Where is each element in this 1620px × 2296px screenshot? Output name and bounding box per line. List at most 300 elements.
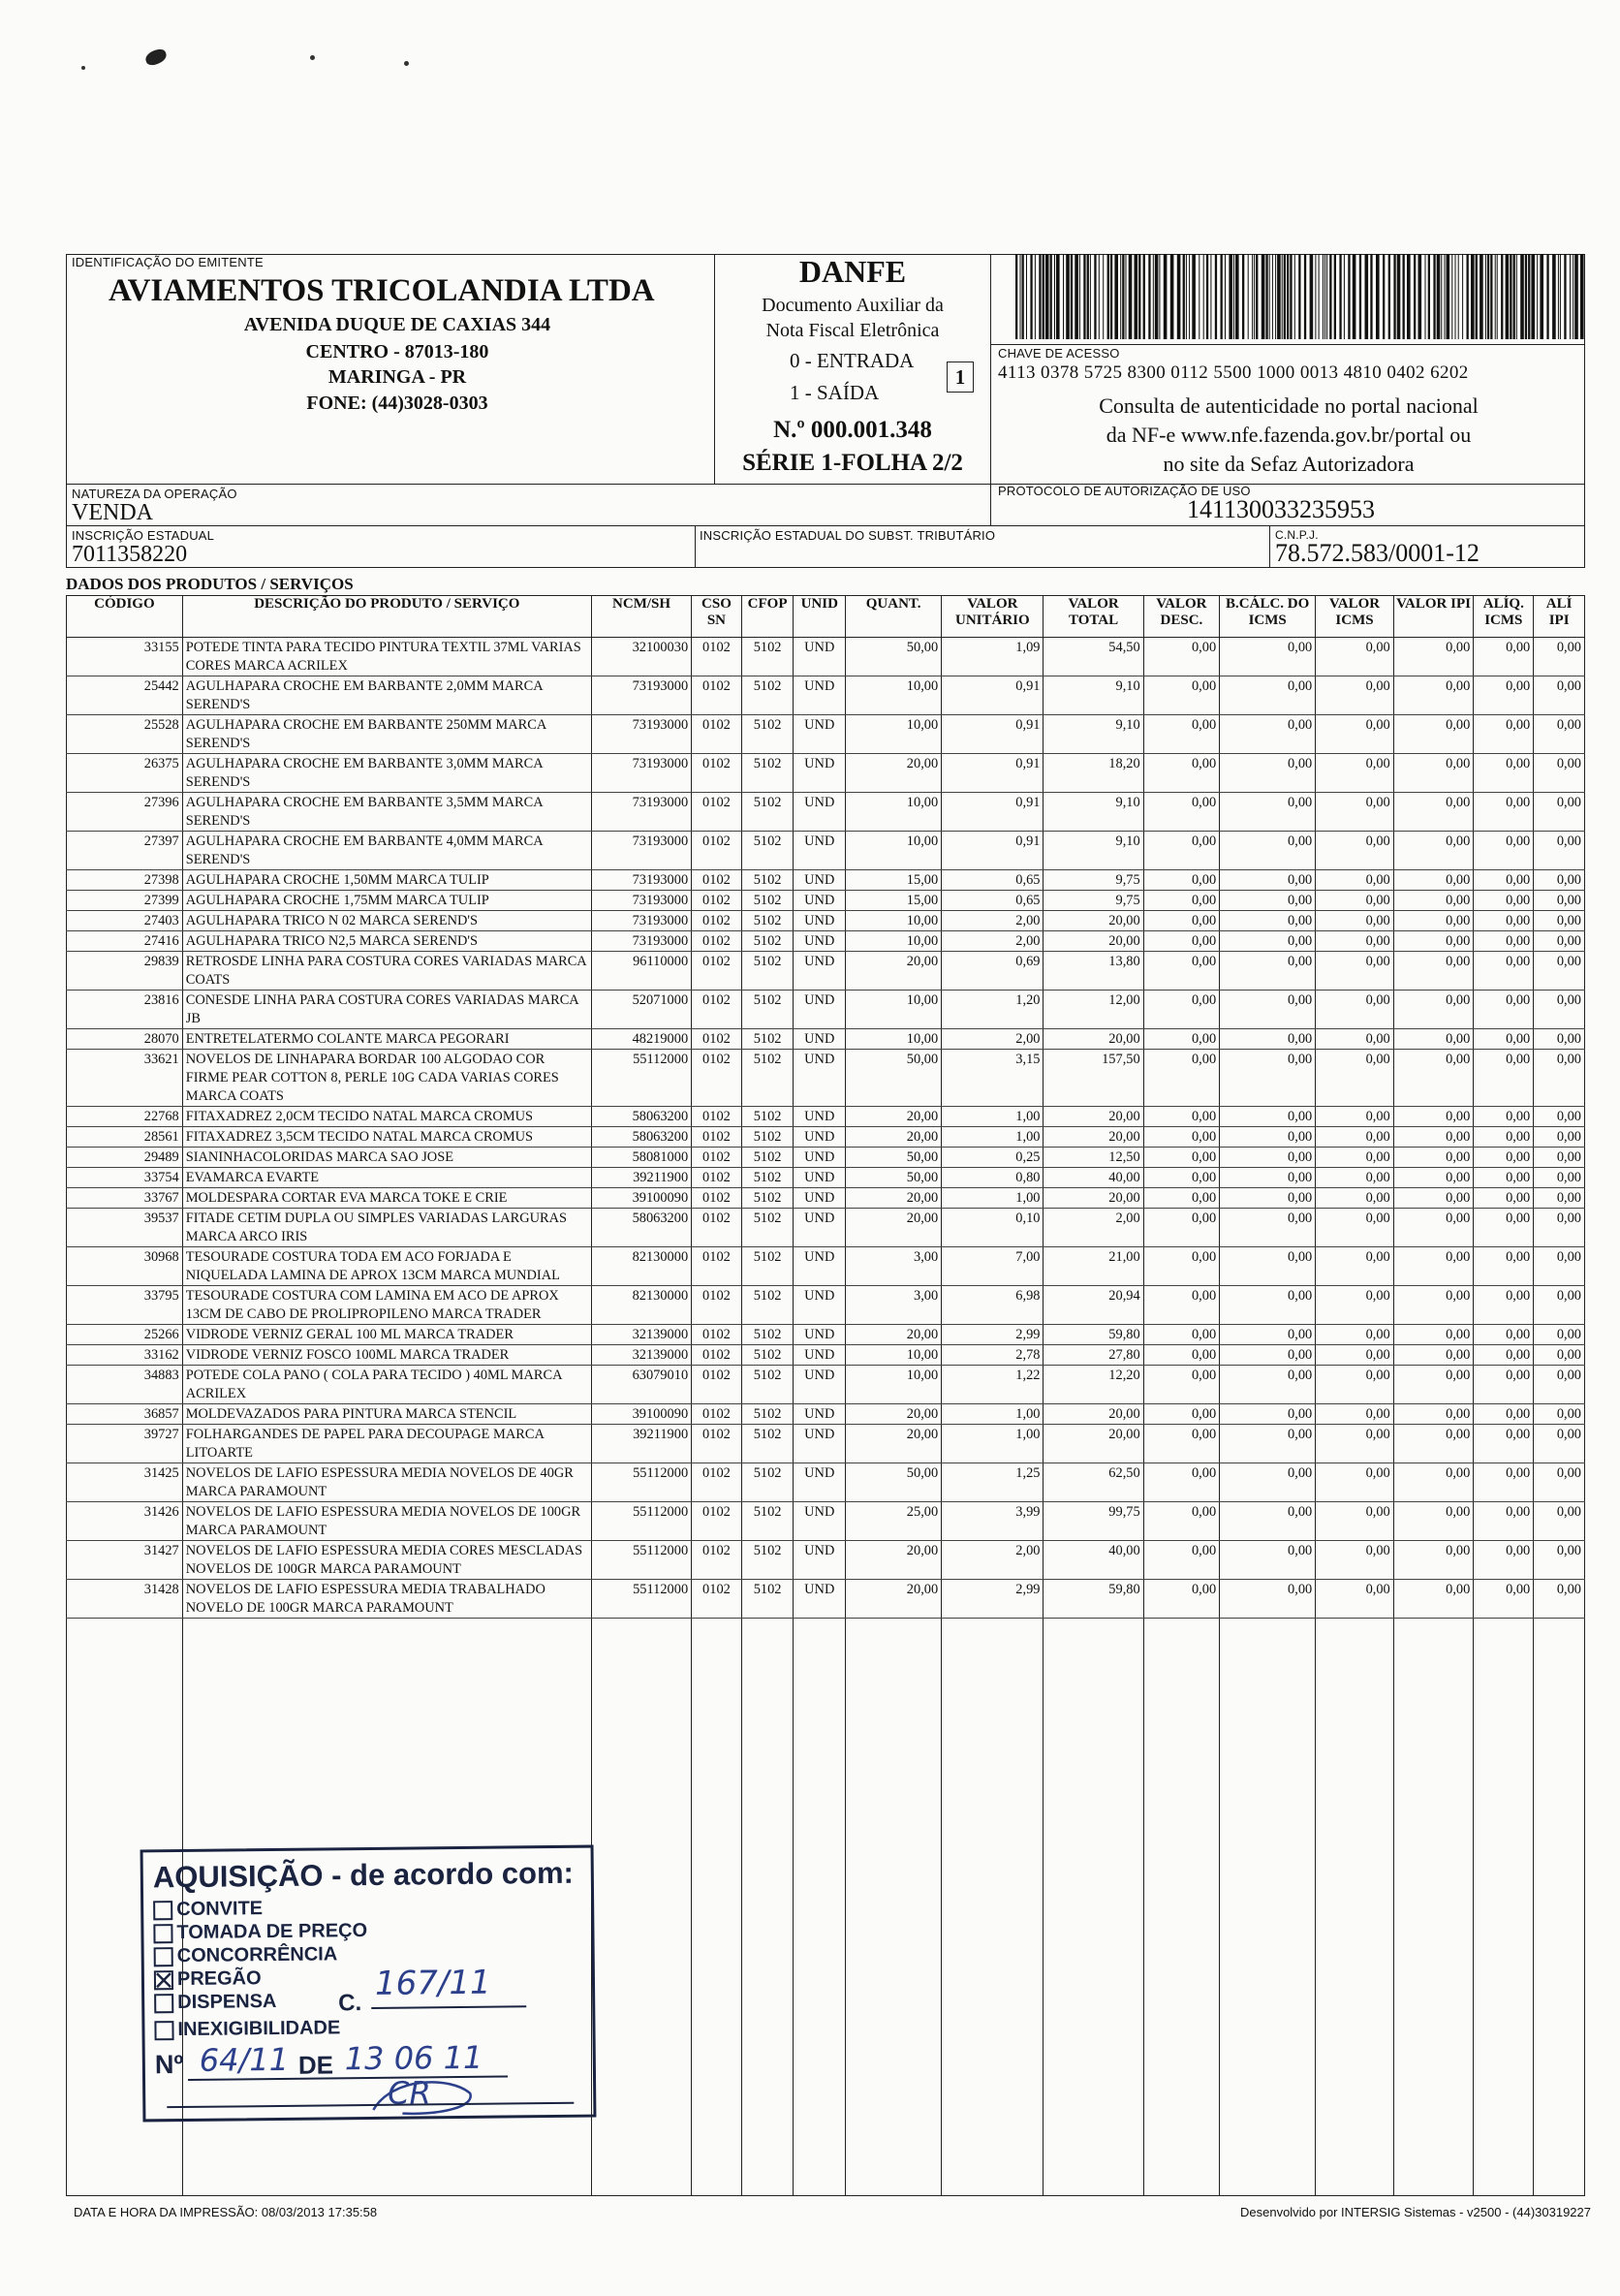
barcode-bar [1262,254,1265,339]
table-cell: 0102 [692,931,742,952]
barcode-bar [1015,254,1017,339]
barcode-bar [1256,254,1258,339]
barcode-bar [1315,254,1316,339]
barcode-bar [1206,254,1208,339]
table-cell: 0,00 [1534,754,1585,793]
table-cell: VIDRODE VERNIZ FOSCO 100ML MARCA TRADER [182,1345,591,1366]
divider [1269,525,1270,568]
barcode-bar [1164,254,1168,339]
table-row [67,1107,1585,1127]
table-cell: 0,00 [1143,1345,1219,1366]
table-cell: 12,20 [1044,1366,1143,1404]
table-cell: UND [794,1209,846,1247]
table-cell: 33162 [67,1345,183,1366]
table-cell: 0,00 [1534,911,1585,931]
table-cell: 0,00 [1474,870,1534,891]
table-cell: 30968 [67,1247,183,1286]
table-cell: 1,20 [942,991,1044,1029]
table-cell: 20,00 [846,1541,942,1580]
empty-cell [1474,1619,1534,2196]
barcode-bar [1242,254,1244,339]
barcode-bar [1284,254,1286,339]
table-cell: 99,75 [1044,1502,1143,1541]
table-row [67,832,1585,870]
cnpj-label: C.N.P.J. [1275,528,1319,542]
table-cell: 0,00 [1534,1325,1585,1345]
table-cell: 27399 [67,891,183,911]
table-cell: AGULHAPARA TRICO N2,5 MARCA SEREND'S [182,931,591,952]
table-cell: 5102 [741,832,794,870]
table-cell: 0,00 [1393,1463,1474,1502]
table-cell: 0,65 [942,870,1044,891]
table-cell: UND [794,952,846,991]
table-cell: 0,00 [1534,870,1585,891]
table-cell: 0,00 [1220,1127,1316,1148]
barcode-bar [1339,254,1341,339]
table-cell: 0102 [692,793,742,832]
barcode-bar [1275,254,1276,339]
barcode-bar [1203,254,1204,339]
barcode-bar [1045,254,1049,339]
table-cell: 5102 [741,1247,794,1286]
table-row [67,952,1585,991]
barcode-bar [1114,254,1118,339]
barcode-bar [1233,254,1234,339]
table-row [67,1209,1585,1247]
barcode-bar [1497,254,1498,339]
table-cell: UND [794,1502,846,1541]
column-header: CÓDIGO [67,596,183,638]
table-cell: 0,00 [1220,991,1316,1029]
table-cell: 20,00 [846,1188,942,1209]
barcode-bar [1079,254,1080,339]
table-cell: 0,00 [1143,1188,1219,1209]
stamp-option-tomada: TOMADA DE PREÇO [153,1920,367,1944]
column-header: CSO SN [692,596,742,638]
table-cell: 0,00 [1534,1127,1585,1148]
table-cell: 0,00 [1316,638,1394,676]
emitente-label: IDENTIFICAÇÃO DO EMITENTE [72,255,264,269]
table-cell: 27397 [67,832,183,870]
table-cell: 0,91 [942,793,1044,832]
table-cell: 50,00 [846,1168,942,1188]
table-cell: 0,00 [1143,991,1219,1029]
barcode-bar [1192,254,1196,339]
table-cell: 20,00 [846,1127,942,1148]
table-cell: 0,00 [1393,1029,1474,1050]
table-cell: UND [794,1188,846,1209]
table-cell: 31428 [67,1580,183,1619]
table-cell: 5102 [741,1345,794,1366]
stamp-c-label: C. [338,1990,362,2017]
table-cell: 0,00 [1474,1325,1534,1345]
table-cell: 0,00 [1534,638,1585,676]
table-cell: 0102 [692,1325,742,1345]
table-cell: AGULHAPARA CROCHE EM BARBANTE 2,0MM MARCA SEREND'S [182,676,591,715]
barcode-bar [1531,254,1535,339]
table-cell: NOVELOS DE LAFIO ESPESSURA MEDIA NOVELOS DE 100GR MARCA PARAMOUNT [182,1502,591,1541]
table-cell: 73193000 [591,715,691,754]
table-cell: 0,65 [942,891,1044,911]
table-cell: UND [794,1366,846,1404]
table-cell: MOLDESPARA CORTAR EVA MARCA TOKE E CRIE [182,1188,591,1209]
table-cell: 5102 [741,1425,794,1463]
table-cell: 25266 [67,1325,183,1345]
table-cell: 0102 [692,1188,742,1209]
column-header: DESCRIÇÃO DO PRODUTO / SERVIÇO [182,596,591,638]
table-row [67,1247,1585,1286]
empty-cell [1220,1619,1316,2196]
table-cell: 20,00 [846,754,942,793]
column-header: ALÍ IPI [1534,596,1585,638]
table-cell: 0102 [692,1209,742,1247]
table-cell: 0,00 [1143,1404,1219,1425]
barcode-bar [1282,254,1283,339]
barcode-bar [1071,254,1073,339]
barcode-bar [1107,254,1109,339]
table-row [67,1425,1585,1463]
barcode-bar [1441,254,1442,339]
barcode-bar [1099,254,1100,339]
table-cell: 0,00 [1220,1366,1316,1404]
table-cell: 39100090 [591,1188,691,1209]
table-cell: 0,00 [1143,1107,1219,1127]
table-cell: 33795 [67,1286,183,1325]
column-header: VALOR UNITÁRIO [942,596,1044,638]
table-cell: 55112000 [591,1050,691,1107]
table-cell: 1,00 [942,1107,1044,1127]
divider [990,254,991,484]
table-cell: 15,00 [846,870,942,891]
barcode-bar [1298,254,1300,339]
table-cell: 5102 [741,638,794,676]
table-header-row [67,596,1585,638]
barcode-bar [1022,254,1024,339]
table-cell: 0102 [692,1541,742,1580]
column-header: QUANT. [846,596,942,638]
table-cell: 5102 [741,1286,794,1325]
table-cell: 5102 [741,1148,794,1168]
table-cell: UND [794,931,846,952]
table-cell: 0,00 [1316,952,1394,991]
table-cell: 0,00 [1534,793,1585,832]
barcode-bar [1122,254,1124,339]
table-cell: 9,10 [1044,715,1143,754]
table-cell: 0,00 [1534,952,1585,991]
table-cell: 0,00 [1474,1345,1534,1366]
table-cell: 27403 [67,911,183,931]
table-cell: 0,00 [1534,1580,1585,1619]
checkbox-icon [154,2021,173,2040]
table-cell: 0,00 [1474,1286,1534,1325]
table-cell: 0,00 [1534,832,1585,870]
footer-print-date: DATA E HORA DA IMPRESSÃO: 08/03/2013 17:35:58 [74,2205,378,2219]
barcode-bar [1324,254,1325,339]
divider [990,484,991,525]
table-cell: 1,00 [942,1404,1044,1425]
barcode-bar [1319,254,1320,339]
table-cell: 32100030 [591,638,691,676]
signature-loop-icon [363,2074,480,2118]
table-cell: 0,00 [1474,931,1534,952]
barcode-bar [1135,254,1138,339]
table-cell: 0102 [692,1345,742,1366]
table-cell: 0,00 [1220,870,1316,891]
table-row [67,754,1585,793]
table-row [67,931,1585,952]
table-cell: 9,10 [1044,793,1143,832]
table-cell: 20,00 [846,1580,942,1619]
table-cell: 73193000 [591,931,691,952]
barcode-bar [1447,254,1450,339]
table-cell: 0,00 [1393,1127,1474,1148]
table-cell: 0102 [692,832,742,870]
table-cell: 82130000 [591,1286,691,1325]
table-cell: 5102 [741,952,794,991]
table-cell: 0,00 [1474,1107,1534,1127]
table-cell: 0,00 [1393,1168,1474,1188]
stamp-title: AQUISIÇÃO - de acordo com: [152,1855,575,1895]
chave-value: 4113 0378 5725 8300 0112 5500 1000 0013 4810 0402 6202 [998,362,1469,383]
table-cell: 0,00 [1220,1580,1316,1619]
table-cell: 0,00 [1474,832,1534,870]
barcode-bar [1451,254,1452,339]
barcode-bar [1090,254,1091,339]
table-cell: 0,00 [1393,1050,1474,1107]
table-cell: 1,22 [942,1366,1044,1404]
table-cell: 0,00 [1316,1404,1394,1425]
table-cell: UND [794,1127,846,1148]
table-cell: 25528 [67,715,183,754]
table-cell: 0,00 [1316,1247,1394,1286]
barcode-bar [1138,254,1140,339]
checkbox-icon [153,1924,172,1943]
table-cell: 0,00 [1316,1127,1394,1148]
barcode-bar [1558,254,1559,339]
table-cell: 5102 [741,676,794,715]
barcode-bar [1287,254,1289,339]
table-cell: 20,00 [1044,1425,1143,1463]
table-cell: 50,00 [846,1463,942,1502]
table-cell: 0,00 [1393,638,1474,676]
table-cell: AGULHAPARA CROCHE EM BARBANTE 3,0MM MARCA SEREND'S [182,754,591,793]
empty-cell [692,1619,742,2196]
chave-label: CHAVE DE ACESSO [998,346,1120,361]
table-cell: 40,00 [1044,1541,1143,1580]
table-cell: 0,00 [1316,793,1394,832]
stamp-option-concorrencia: CONCORRÊNCIA [154,1943,338,1967]
table-cell: 0,00 [1474,1541,1534,1580]
table-cell: 58063200 [591,1209,691,1247]
table-cell: 0,00 [1393,1247,1474,1286]
table-cell: TESOURADE COSTURA TODA EM ACO FORJADA E NIQUELADA LAMINA DE APROX 13CM MARCA MUNDIAL [182,1247,591,1286]
table-cell: 0102 [692,1425,742,1463]
table-cell: 0,00 [1393,891,1474,911]
emitente-city: MARINGA - PR [327,366,467,388]
table-cell: 0,00 [1474,793,1534,832]
table-cell: 0,00 [1534,1541,1585,1580]
table-cell: 0,00 [1474,1580,1534,1619]
table-cell: 5102 [741,1541,794,1580]
table-cell: 1,25 [942,1463,1044,1502]
barcode-bar [1148,254,1150,339]
table-cell: 0,00 [1143,715,1219,754]
table-cell: 0,00 [1393,1502,1474,1541]
table-cell: UND [794,1463,846,1502]
table-cell: 5102 [741,1463,794,1502]
barcode-bar [1388,254,1390,339]
table-cell: 0,00 [1143,1247,1219,1286]
table-row [67,870,1585,891]
table-cell: 0,00 [1474,1148,1534,1168]
empty-cell [741,1619,794,2196]
divider [990,344,1585,345]
table-cell: 0,00 [1316,991,1394,1029]
table-cell: UND [794,1029,846,1050]
table-cell: 0,00 [1220,952,1316,991]
table-cell: 52071000 [591,991,691,1029]
scan-speck [310,55,315,60]
table-cell: 0,00 [1143,832,1219,870]
barcode-bar [1143,254,1145,339]
barcode-bar [1277,254,1281,339]
table-cell: 0,91 [942,676,1044,715]
barcode-bar [1513,254,1515,339]
table-cell: 0,00 [1220,754,1316,793]
table-cell: 0,00 [1220,638,1316,676]
table-cell: UND [794,1580,846,1619]
table-cell: 2,00 [1044,1209,1143,1247]
saida-label: 1 - SAÍDA [790,381,880,404]
barcode-bar [1326,254,1327,339]
table-cell: 0,00 [1143,793,1219,832]
table-cell: 0,00 [1534,1050,1585,1107]
table-cell: 0,00 [1534,1148,1585,1168]
table-cell: 0,00 [1316,1107,1394,1127]
table-cell: 0,00 [1143,1127,1219,1148]
table-cell: 12,00 [1044,991,1143,1029]
table-cell: UND [794,1425,846,1463]
table-cell: 15,00 [846,891,942,911]
table-cell: 0,00 [1316,1188,1394,1209]
cnpj-value: 78.572.583/0001-12 [1275,539,1480,567]
table-cell: 33767 [67,1188,183,1209]
table-cell: 96110000 [591,952,691,991]
table-cell: AGULHAPARA CROCHE 1,75MM MARCA TULIP [182,891,591,911]
empty-cell [1393,1619,1474,2196]
empty-cell [942,1619,1044,2196]
table-cell: 0102 [692,1580,742,1619]
table-cell: 0,00 [1474,1366,1534,1404]
table-cell: AGULHAPARA TRICO N 02 MARCA SEREND'S [182,911,591,931]
divider [695,525,696,568]
table-cell: 0,00 [1393,952,1474,991]
barcode-bar [1323,254,1324,339]
emitente-address: AVENIDA DUQUE DE CAXIAS 344 [243,314,551,335]
table-cell: 0102 [692,870,742,891]
barcode-bar [1269,254,1270,339]
stamp-option-inexigibilidade: INEXIGIBILIDADE [154,2017,340,2041]
acquisition-stamp [140,1845,597,2123]
table-cell: 9,10 [1044,832,1143,870]
table-cell: 1,09 [942,638,1044,676]
barcode-bar [1480,254,1483,339]
table-cell: 0,00 [1143,1463,1219,1502]
table-row [67,1029,1585,1050]
table-cell: 1,00 [942,1188,1044,1209]
table-cell: 20,00 [1044,1188,1143,1209]
empty-cell [1534,1619,1585,2196]
barcode-bar [1564,254,1566,339]
barcode-bar [1510,254,1511,339]
table-cell: 0102 [692,1127,742,1148]
table-cell: 0,00 [1316,1580,1394,1619]
table-cell: 0,00 [1220,1425,1316,1463]
barcode-bar [1026,254,1027,339]
barcode-bar [1310,254,1314,339]
table-cell: 0,00 [1393,1345,1474,1366]
consulta-line-3: no site da Sefaz Autorizadora [1163,452,1415,476]
table-cell: 0,00 [1534,1029,1585,1050]
barcode-bar [1376,254,1380,339]
table-cell: 5102 [741,891,794,911]
table-cell: 27398 [67,870,183,891]
barcode-bar [1393,254,1395,339]
table-cell: 34883 [67,1366,183,1404]
table-cell: 5102 [741,1168,794,1188]
table-cell: 0,00 [1534,931,1585,952]
table-cell: 5102 [741,870,794,891]
table-row [67,793,1585,832]
table-cell: 20,00 [1044,931,1143,952]
table-cell: 5102 [741,1029,794,1050]
table-cell: 0,00 [1393,991,1474,1029]
barcode-bar [1155,254,1159,339]
barcode-bar [1030,254,1032,339]
barcode-bar [1252,254,1253,339]
barcode-bar [1170,254,1174,339]
ie-value: 7011358220 [72,542,188,567]
divider [714,254,715,484]
table-cell: 0,00 [1143,676,1219,715]
barcode-bar [1495,254,1496,339]
table-cell: 0,00 [1393,1366,1474,1404]
table-cell: 0,00 [1220,1325,1316,1345]
barcode-icon [1015,254,1587,339]
table-cell: 10,00 [846,676,942,715]
barcode-bar [1129,254,1133,339]
barcode-bar [1344,254,1345,339]
table-cell: AGULHAPARA CROCHE EM BARBANTE 4,0MM MARCA SEREND'S [182,832,591,870]
table-row [67,1541,1585,1580]
table-cell: 0,10 [942,1209,1044,1247]
stamp-option-dispensa: DISPENSA [154,1991,276,2014]
table-cell: 0,00 [1220,1029,1316,1050]
table-cell: 36857 [67,1404,183,1425]
column-header: VALOR ICMS [1316,596,1394,638]
table-cell: 0,00 [1143,1029,1219,1050]
table-cell: 82130000 [591,1247,691,1286]
stamp-de-value: 13 06 11 [344,2038,483,2078]
table-cell: UND [794,715,846,754]
table-cell: 0,00 [1220,1404,1316,1425]
table-cell: 0,00 [1393,911,1474,931]
table-cell: 0102 [692,1366,742,1404]
table-row [67,1188,1585,1209]
column-header: VALOR TOTAL [1044,596,1143,638]
table-cell: UND [794,1325,846,1345]
table-cell: 0,00 [1220,715,1316,754]
